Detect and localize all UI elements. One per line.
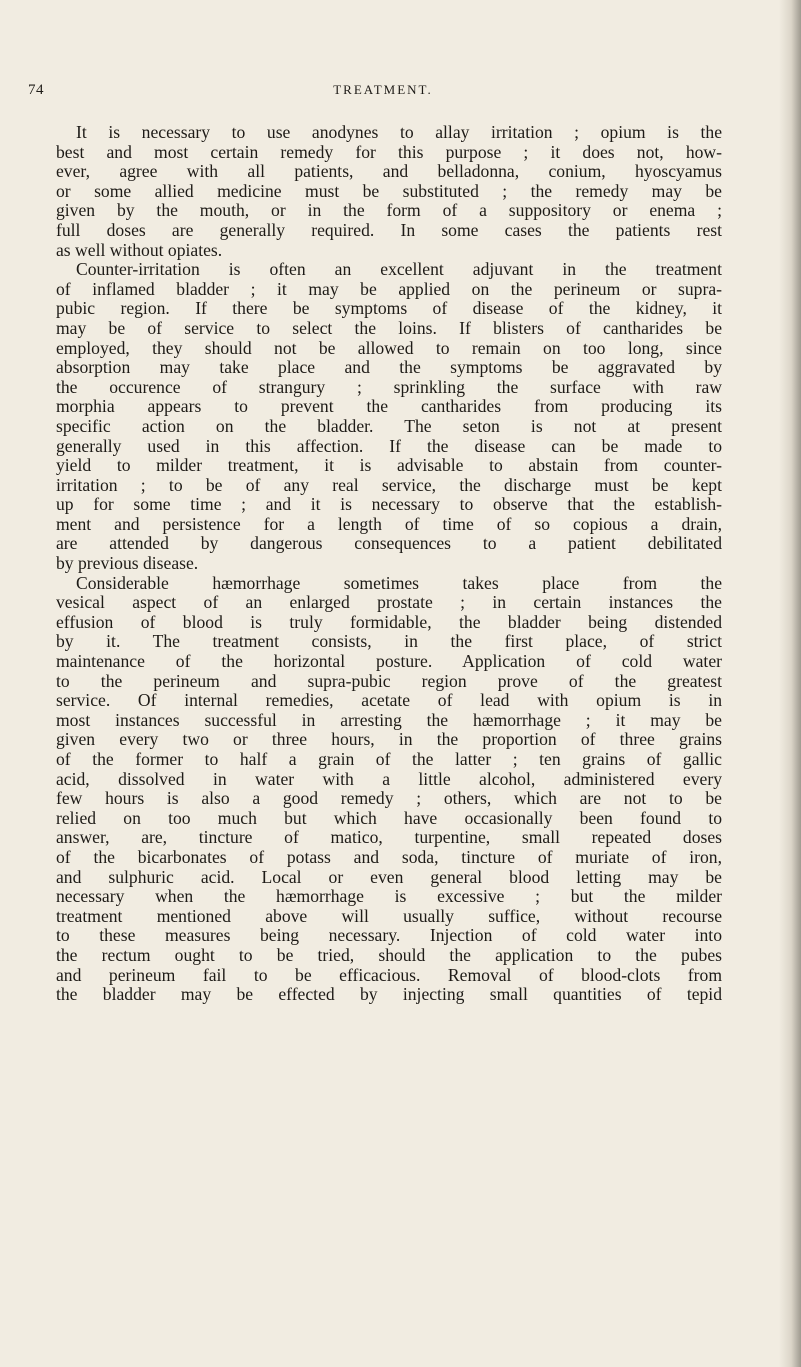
text-line: of the bicarbonates of potass and soda, tincture of muriate of iron,	[56, 847, 722, 867]
text-line: full doses are generally required. In some cases the patients rest	[56, 220, 722, 240]
page-number: 74	[28, 82, 44, 98]
text-line: are attended by dangerous consequences to a patient debilitated	[56, 534, 722, 554]
text-line: as well without opiates.	[56, 240, 223, 260]
text-line: up for some time ; and it is necessary to observe that the establish-	[56, 495, 722, 515]
text-line: yield to milder treatment, it is advisable to abstain from counter-	[56, 456, 722, 476]
text-line: given by the mouth, or in the form of a suppository or enema ;	[56, 201, 722, 221]
text-line: ever, agree with all patients, and belladonna, conium, hyoscyamus	[56, 162, 722, 182]
text-line: It is necessary to use anodynes to allay irritation ; opium is the	[76, 123, 722, 142]
text-line: given every two or three hours, in the proportion of three grains	[56, 730, 722, 750]
text-line: to the perineum and supra-pubic region prove of the greatest	[56, 671, 722, 691]
page-header	[28, 82, 738, 104]
text-line: effusion of blood is truly formidable, the bladder being distended	[56, 612, 722, 632]
text-line: and sulphuric acid. Local or even general blood letting may be	[56, 867, 722, 887]
text-line: employed, they should not be allowed to remain on too long, since	[56, 338, 722, 358]
text-line: treatment mentioned above will usually suffice, without recourse	[56, 906, 722, 926]
text-line: Counter-irritation is often an excellent adjuvant in the treatment	[76, 260, 722, 280]
paragraph	[56, 574, 722, 1005]
text-line: by previous disease.	[56, 554, 199, 574]
body-text	[56, 123, 722, 1005]
text-line: acid, dissolved in water with a little alcohol, administered every	[56, 769, 722, 789]
text-line: and perineum fail to be efficacious. Removal of blood-clots from	[56, 965, 722, 985]
text-line: by it. The treatment consists, in the first place, of strict	[56, 632, 722, 652]
text-line: most instances successful in arresting the hæmorrhage ; it may be	[56, 710, 722, 730]
text-line: vesical aspect of an enlarged prostate ; in certain instances the	[56, 593, 722, 613]
text-line: answer, are, tincture of matico, turpentine, small repeated doses	[56, 828, 722, 848]
text-line: service. Of internal remedies, acetate of lead with opium is in	[56, 691, 722, 711]
text-line: or some allied medicine must be substituted ; the remedy may be	[56, 181, 722, 201]
text-line: the occurence of strangury ; sprinkling the surface with raw	[56, 377, 722, 397]
text-line: pubic region. If there be symptoms of disease of the kidney, it	[56, 299, 722, 319]
text-line: ment and persistence for a length of time of so copious a drain,	[56, 514, 722, 534]
text-line: few hours is also a good remedy ; others, which are not to be	[56, 789, 722, 809]
text-line: necessary when the hæmorrhage is excessive ; but the milder	[56, 887, 722, 907]
text-line: the rectum ought to be tried, should the application to the pubes	[56, 945, 722, 965]
text-line: of inflamed bladder ; it may be applied on the perineum or supra-	[56, 279, 722, 299]
page-edge-shadow	[779, 0, 801, 1367]
text-line: Considerable hæmorrhage sometimes takes place from the	[76, 573, 722, 593]
text-line: best and most certain remedy for this purpose ; it does not, how-	[56, 142, 722, 162]
text-line: irritation ; to be of any real service, the discharge must be kept	[56, 475, 722, 495]
text-line: absorption may take place and the symptoms be aggravated by	[56, 358, 722, 378]
text-line: maintenance of the horizontal posture. Application of cold water	[56, 652, 722, 672]
text-line: generally used in this affection. If the disease can be made to	[56, 436, 722, 456]
text-line: morphia appears to prevent the cantharides from producing its	[56, 397, 722, 417]
text-line: specific action on the bladder. The seton is not at present	[56, 416, 722, 436]
paragraph	[56, 260, 722, 574]
paragraph	[56, 123, 722, 260]
running-head: TREATMENT.	[333, 82, 433, 97]
text-line: the bladder may be effected by injecting small quantities of tepid	[56, 985, 722, 1005]
text-line: to these measures being necessary. Injection of cold water into	[56, 926, 722, 946]
text-line: of the former to half a grain of the latter ; ten grains of gallic	[56, 750, 722, 769]
text-line: relied on too much but which have occasionally been found to	[56, 808, 722, 828]
text-line: may be of service to select the loins. If blisters of cantharides be	[56, 318, 722, 338]
